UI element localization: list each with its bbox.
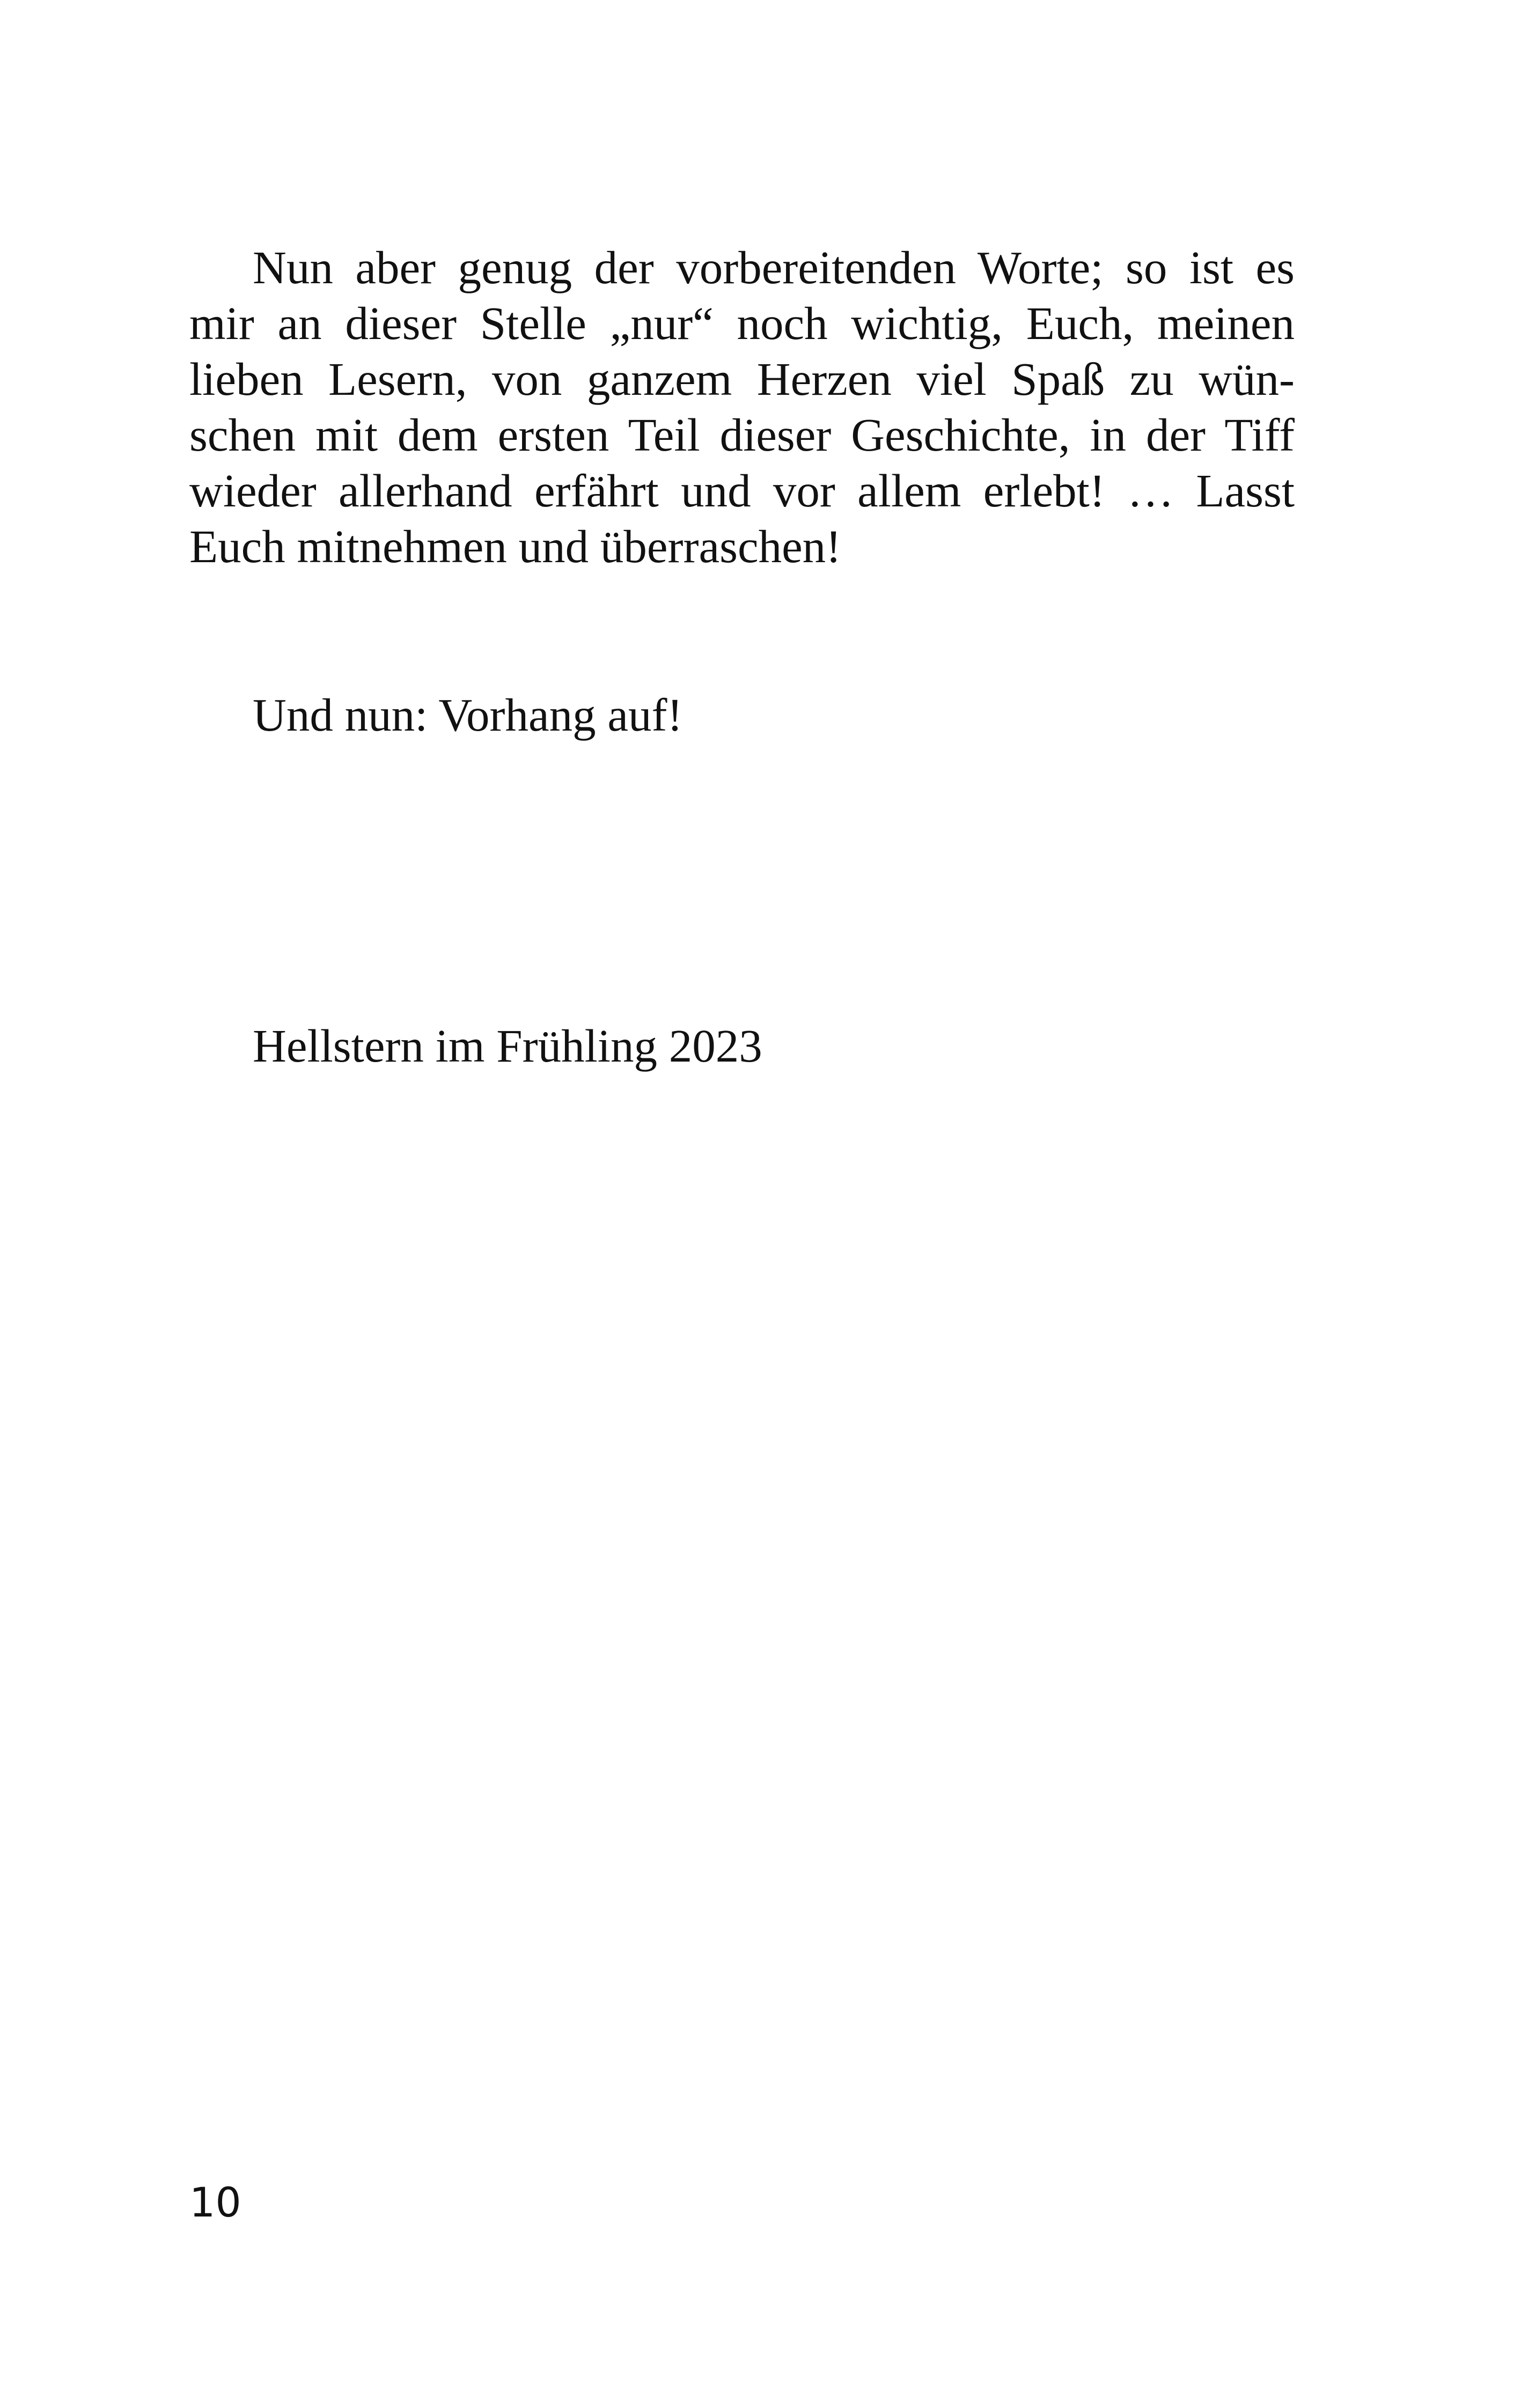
paragraph-line: schen mit dem ersten Teil dieser Geschichte, in der Tiff — [189, 409, 1295, 461]
paragraph-line: Euch mitnehmen und überraschen! — [189, 520, 842, 572]
paragraph-curtain — [189, 687, 1295, 743]
paragraph-line: mir an dieser Stelle „nur“ noch wichtig, Euch, meinen — [189, 297, 1295, 349]
paragraph-line: Nun aber genug der vorbereitenden Worte; so ist es — [253, 241, 1295, 293]
page-number: 10 — [189, 2178, 241, 2226]
paragraph-closing-words — [189, 240, 1295, 575]
paragraph-line: wieder allerhand erfährt und vor allem erlebt! … Lasst — [189, 465, 1295, 517]
paragraph-signature — [189, 1018, 1295, 1074]
curtain-line: Und nun: Vorhang auf! — [253, 689, 683, 741]
paragraph-line: lieben Lesern, von ganzem Herzen viel Spaß zu wün- — [189, 353, 1295, 405]
signature-line: Hellstern im Frühling 2023 — [253, 1020, 762, 1072]
